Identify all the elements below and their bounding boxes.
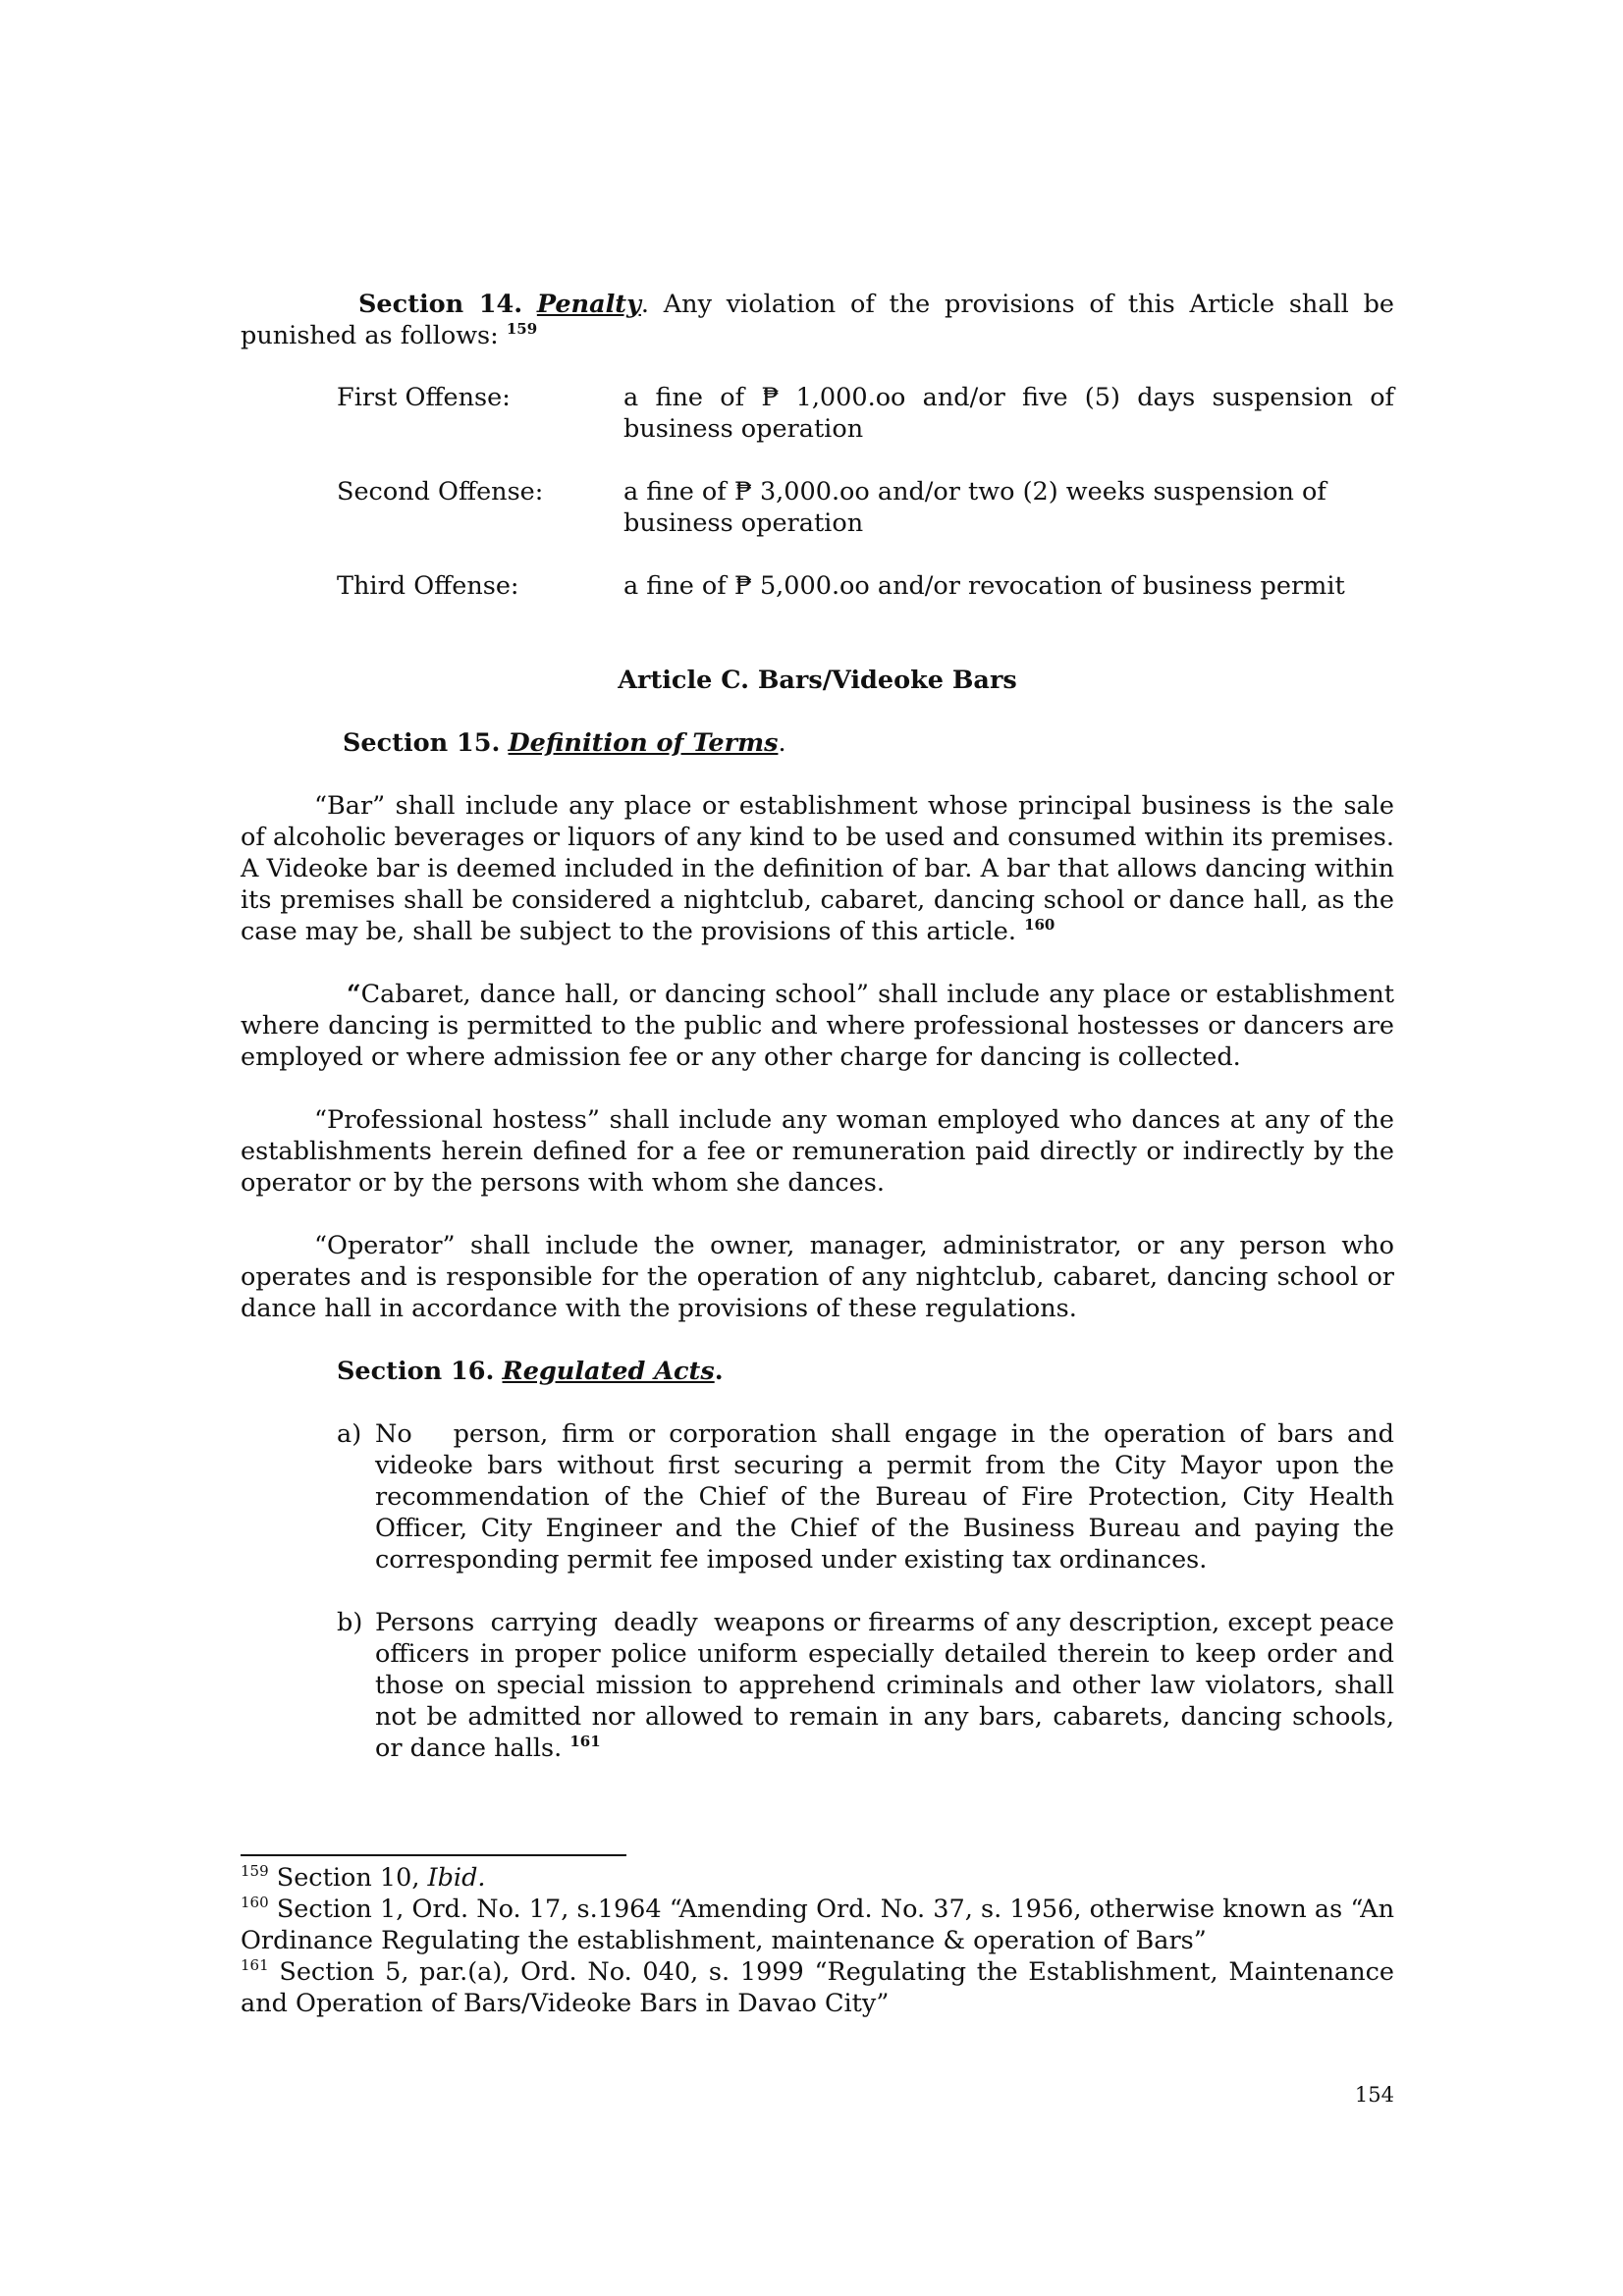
definition-text: “Professional hostess” shall include any woman employed who dances at any of the establishments herein defined for a fee or remuneration paid directly or indirectly by the operator or by the persons with whom she dances. — [241, 1105, 1394, 1198]
section-14-paragraph — [241, 289, 1394, 351]
footnote-ref-159: 159 — [506, 320, 538, 338]
penalty-third-offense — [241, 570, 1394, 602]
penalty-value: a fine of ₱ 1,000.oo and/or five (5) days suspension of business operation — [623, 383, 1394, 444]
penalty-value: a fine of ₱ 5,000.oo and/or revocation of business permit — [623, 571, 1345, 601]
list-marker: b) — [337, 1608, 363, 1637]
footnote-ref-161: 161 — [569, 1733, 601, 1750]
penalty-label: Third Offense: — [337, 571, 519, 601]
footnote-ref-160: 160 — [1024, 916, 1055, 934]
footnote-italic: Ibid. — [427, 1863, 486, 1893]
list-marker: a) — [337, 1419, 362, 1449]
section-16-heading-line — [241, 1356, 1394, 1387]
section-15-heading: Section 15. — [343, 728, 501, 758]
penalty-first-offense — [241, 382, 1394, 445]
penalty-label: Second Offense: — [337, 477, 544, 507]
definition-text: “Operator” shall include the owner, manager, administrator, or any person who operates and is responsible for the operation of any nightclub, cabaret, dancing school or dance hall in accordance with the provisions of these regulations. — [241, 1231, 1394, 1323]
footnote-160 — [241, 1894, 1394, 1956]
penalty-value: a fine of ₱ 3,000.oo and/or two (2) weeks suspension of business operation — [623, 477, 1326, 538]
definition-cabaret — [241, 979, 1394, 1073]
footnote-number: 161 — [241, 1956, 269, 1974]
penalty-second-offense — [241, 476, 1394, 539]
regulated-act-b — [241, 1607, 1403, 1764]
footnote-number: 159 — [241, 1862, 269, 1880]
footnote-159 — [241, 1862, 1394, 1894]
article-heading: Article C. Bars/Videoke Bars — [618, 666, 1017, 695]
definition-hostess — [241, 1104, 1394, 1199]
list-item-text: No person, firm or corporation shall engage in the operation of bars and videoke bars without first securing a permit from the City Mayor upon the recommendation of the Chief of the Bureau of Fire Protection, City Health Officer, City Engineer and the Chief of the Business Bureau and paying the corresponding permit fee imposed under existing tax ordinances. — [375, 1419, 1403, 1575]
section-14-title: Penalty — [536, 290, 641, 319]
definition-lead-quote: “ — [347, 980, 361, 1009]
section-15-punct: . — [778, 728, 786, 758]
list-item-text: Persons carrying deadly weapons or firearms of any description, except peace officers in proper police uniform especially detailed therein to keep order and those on special mission to apprehend criminals and other law violators, shall not be admitted nor allowed to remain in any bars, cabarets, dancing schools, or dance halls. — [375, 1608, 1403, 1763]
footnote-number: 160 — [241, 1894, 269, 1911]
page-number: 154 — [1354, 2083, 1394, 2107]
footnote-text: Section 5, par.(a), Ord. No. 040, s. 1999 “Regulating the Establishment, Maintenance and Operation of Bars/Videoke Bars in Davao City” — [241, 1957, 1394, 2018]
regulated-act-a — [241, 1418, 1403, 1575]
section-15-heading-line — [241, 727, 1394, 759]
section-14-heading: Section 14. — [358, 290, 523, 319]
footnotes — [241, 1862, 1394, 2019]
footnote-161 — [241, 1956, 1394, 2019]
footnote-text: Section 10, — [268, 1863, 428, 1893]
footnote-text: Section 1, Ord. No. 17, s.1964 “Amending Ord. No. 37, s. 1956, otherwise known as “An Ordinance Regulating the establishment, maintenance & operation of Bars” — [241, 1895, 1394, 1955]
penalty-label: First Offense: — [337, 383, 511, 412]
section-14-text: . Any violation of the provisions of this Article shall be punished as follows: — [241, 290, 1395, 350]
section-16-title: Regulated Acts — [502, 1357, 715, 1386]
definition-bar — [241, 790, 1394, 947]
section-16-punct: . — [714, 1357, 724, 1386]
section-15-title: Definition of Terms — [508, 728, 779, 758]
footnote-divider — [241, 1854, 626, 1856]
section-16-heading: Section 16. — [337, 1357, 495, 1386]
main-content — [241, 289, 1403, 1764]
definition-text: Cabaret, dance hall, or dancing school” shall include any place or establishment where dancing is permitted to the public and where professional hostesses or dancers are employed or where admission fee or any other charge for dancing is collected. — [241, 980, 1394, 1072]
definition-text: “Bar” shall include any place or establishment whose principal business is the sale of alcoholic beverages or liquors of any kind to be used and consumed within its premises. A Videoke bar is deemed included in the definition of bar. A bar that allows dancing within its premises shall be considered a nightclub, cabaret, dancing school or dance hall, as the case may be, shall be subject to the provisions of this article. — [241, 791, 1394, 946]
definition-operator — [241, 1230, 1394, 1324]
